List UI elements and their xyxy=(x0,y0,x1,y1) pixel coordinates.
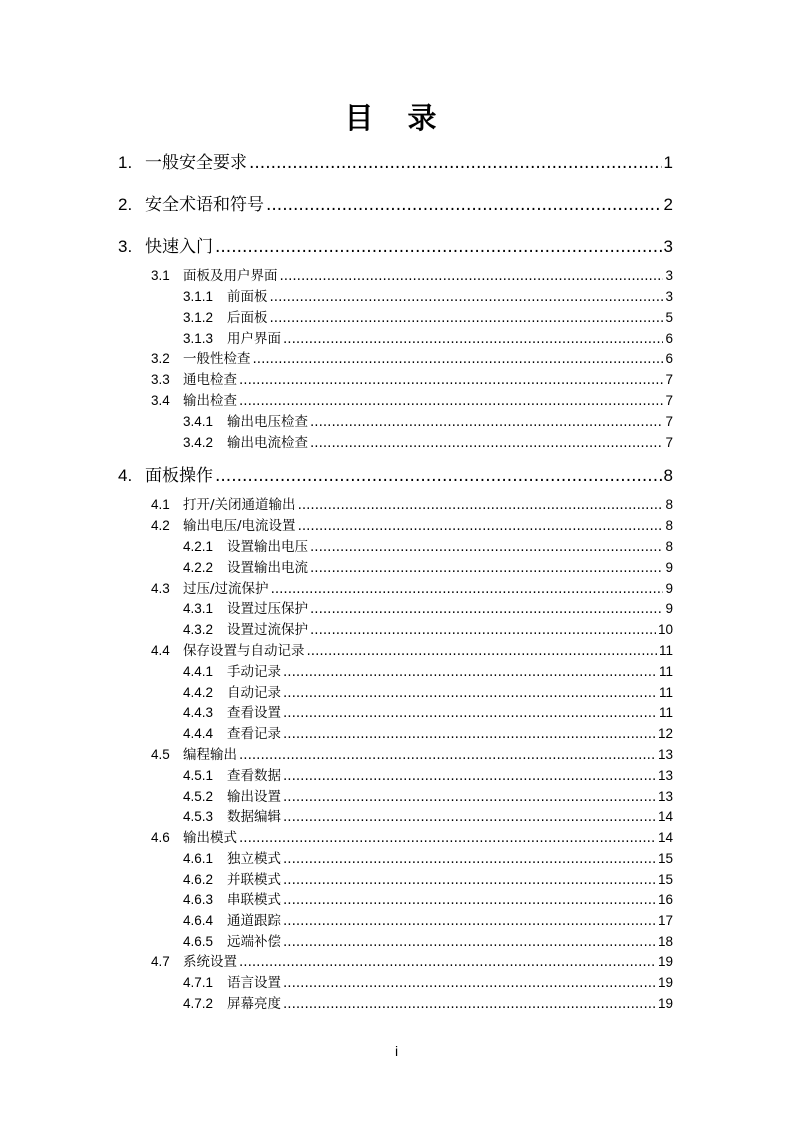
toc-dot-leader xyxy=(283,664,657,680)
toc-entry-title: 设置输出电流 xyxy=(227,560,308,576)
toc-entry-number: 3. xyxy=(118,237,133,256)
toc-entry-number: 3.2 xyxy=(151,351,170,366)
toc-entry-number: 4.6 xyxy=(151,830,170,845)
toc-entry-level3[interactable] xyxy=(183,660,673,680)
toc-entry-title: 串联模式 xyxy=(227,892,281,908)
toc-dot-leader xyxy=(310,414,663,430)
toc-entry-number: 3.1 xyxy=(151,268,170,283)
toc-entry-number: 4.6.5 xyxy=(183,934,214,949)
toc-entry-number: 4.6.4 xyxy=(183,913,214,928)
toc-entry-page: 19 xyxy=(657,975,673,990)
toc-entry-page: 12 xyxy=(657,726,673,741)
toc-entry-level2[interactable] xyxy=(151,493,673,513)
toc-dot-leader xyxy=(283,913,656,929)
toc-dot-leader xyxy=(310,435,663,451)
toc-entry-page: 6 xyxy=(665,331,673,346)
toc-entry-number: 4.6.1 xyxy=(183,851,214,866)
toc-entry-page: 11 xyxy=(658,705,673,720)
toc-dot-leader xyxy=(283,705,657,721)
toc-dot-leader xyxy=(215,466,662,486)
toc-entry-level3[interactable] xyxy=(183,597,673,617)
toc-entry-title: 并联模式 xyxy=(227,872,281,888)
toc-dot-leader xyxy=(270,310,664,326)
toc-entry-number: 4. xyxy=(118,466,133,485)
toc-entry-page: 13 xyxy=(657,768,673,783)
toc-entry-page: 8 xyxy=(665,518,673,533)
toc-entry-title: 输出检查 xyxy=(183,393,237,409)
toc-entry-page: 8 xyxy=(665,539,673,554)
toc-entry-title: 独立模式 xyxy=(227,851,281,867)
toc-entry-page: 8 xyxy=(665,497,673,512)
toc-entry-title: 屏幕亮度 xyxy=(227,996,281,1012)
toc-entry-number: 4.3.2 xyxy=(183,622,214,637)
toc-entry-number: 4.7 xyxy=(151,954,170,969)
toc-entry-title: 系统设置 xyxy=(183,954,237,970)
toc-dot-leader xyxy=(215,237,662,257)
toc-entry-title: 输出电压检查 xyxy=(227,414,308,430)
toc-entry-page: 8 xyxy=(663,466,673,485)
toc-entry-level2[interactable] xyxy=(151,514,673,534)
toc-entry-title: 输出设置 xyxy=(227,789,281,805)
toc-entry-title: 通道跟踪 xyxy=(227,913,281,929)
toc-dot-leader xyxy=(307,643,657,659)
toc-entry-page: 1 xyxy=(663,153,673,172)
toc-entry-level3[interactable] xyxy=(183,556,673,576)
toc-dot-leader xyxy=(266,195,662,215)
toc-entry-number: 3.4.1 xyxy=(183,414,214,429)
toc-dot-leader xyxy=(310,601,663,617)
toc-entry-title: 面板及用户界面 xyxy=(183,268,278,284)
toc-entry-level3[interactable] xyxy=(183,285,673,305)
toc-entry-page: 3 xyxy=(665,268,673,283)
toc-entry-page: 16 xyxy=(657,892,673,907)
toc-entry-title: 编程输出 xyxy=(183,747,237,763)
toc-dot-leader xyxy=(271,581,664,597)
toc-entry-level3[interactable] xyxy=(183,764,673,784)
toc-entry-page: 14 xyxy=(657,809,673,824)
toc-entry-level2[interactable] xyxy=(151,577,673,597)
toc-dot-leader xyxy=(283,726,656,742)
toc-entry-title: 查看设置 xyxy=(227,705,281,721)
toc-dot-leader xyxy=(283,809,656,825)
toc-entry-level2[interactable] xyxy=(151,826,673,846)
toc-dot-leader xyxy=(239,954,656,970)
toc-dot-leader xyxy=(283,996,656,1012)
toc-entry-level2[interactable] xyxy=(151,347,673,367)
toc-entry-title: 自动记录 xyxy=(227,685,281,701)
toc-dot-leader xyxy=(239,393,663,409)
toc-entry-page: 19 xyxy=(657,996,673,1011)
toc-entry-level2[interactable] xyxy=(151,389,673,409)
toc-entry-page: 2 xyxy=(663,195,673,214)
toc-entry-page: 7 xyxy=(665,414,673,429)
toc-entry-number: 4.4.4 xyxy=(183,726,214,741)
toc-entry-page: 13 xyxy=(657,747,673,762)
toc-entry-page: 6 xyxy=(665,351,673,366)
toc-entry-level3[interactable] xyxy=(183,701,673,721)
toc-dot-leader xyxy=(283,685,657,701)
toc-dot-leader xyxy=(239,830,656,846)
toc-entry-level3[interactable] xyxy=(183,431,673,451)
toc-entry-number: 4.3.1 xyxy=(183,601,214,616)
toc-dot-leader xyxy=(283,789,656,805)
toc-entry-number: 4.2.1 xyxy=(183,539,214,554)
toc-entry-page: 11 xyxy=(658,643,673,658)
toc-dot-leader xyxy=(310,539,663,555)
toc-entry-title: 设置过流保护 xyxy=(227,622,308,638)
toc-entry-title: 后面板 xyxy=(227,310,268,326)
toc-entry-level1[interactable] xyxy=(118,461,673,486)
toc-entry-title: 远端补偿 xyxy=(227,934,281,950)
toc-entry-number: 4.4.1 xyxy=(183,664,214,679)
toc-entry-level3[interactable] xyxy=(183,410,673,430)
toc-dot-leader xyxy=(283,331,663,347)
toc-entry-number: 4.3 xyxy=(151,581,170,596)
toc-entry-number: 4.7.2 xyxy=(183,996,214,1011)
toc-entry-level3[interactable] xyxy=(183,992,673,1012)
toc-entry-title: 面板操作 xyxy=(145,466,213,486)
toc-entry-number: 2. xyxy=(118,195,133,214)
toc-entry-number: 4.5 xyxy=(151,747,170,762)
toc-entry-title: 输出模式 xyxy=(183,830,237,846)
toc-entry-number: 4.7.1 xyxy=(183,975,214,990)
toc-dot-leader xyxy=(249,153,662,173)
toc-entry-page: 7 xyxy=(665,372,673,387)
toc-entry-level3[interactable] xyxy=(183,722,673,742)
toc-entry-title: 安全术语和符号 xyxy=(145,195,264,215)
toc-entry-title: 查看记录 xyxy=(227,726,281,742)
toc-entry-page: 3 xyxy=(663,237,673,256)
footer-page-number: i xyxy=(394,1043,399,1059)
toc-entry-title: 打开/关闭通道输出 xyxy=(183,497,296,513)
toc-entry-page: 3 xyxy=(665,289,673,304)
toc-entry-level3[interactable] xyxy=(183,971,673,991)
toc-entry-page: 10 xyxy=(657,622,673,637)
toc-entry-page: 9 xyxy=(665,560,673,575)
toc-entry-level3[interactable] xyxy=(183,847,673,867)
toc-entry-number: 3.1.3 xyxy=(183,331,214,346)
toc-dot-leader xyxy=(253,351,664,367)
toc-dot-leader xyxy=(283,975,656,991)
toc-entry-number: 3.1.2 xyxy=(183,310,214,325)
toc-dot-leader xyxy=(283,934,656,950)
toc-dot-leader xyxy=(283,872,656,888)
toc-entry-page: 15 xyxy=(657,851,673,866)
toc-dot-leader xyxy=(270,289,664,305)
toc-entry-level3[interactable] xyxy=(183,681,673,701)
toc-entry-level3[interactable] xyxy=(183,805,673,825)
toc-entry-number: 4.5.3 xyxy=(183,809,214,824)
toc-entry-level3[interactable] xyxy=(183,930,673,950)
toc-entry-title: 通电检查 xyxy=(183,372,237,388)
toc-entry-page: 5 xyxy=(665,310,673,325)
toc-entry-number: 4.4.2 xyxy=(183,685,214,700)
toc-entry-title: 语言设置 xyxy=(227,975,281,991)
toc-entry-title: 设置过压保护 xyxy=(227,601,308,617)
toc-dot-leader xyxy=(239,747,656,763)
toc-entry-page: 9 xyxy=(665,601,673,616)
page-title: 目 录 xyxy=(344,101,449,135)
toc-dot-leader xyxy=(310,560,663,576)
toc-entry-number: 3.1.1 xyxy=(183,289,214,304)
toc-entry-title: 快速入门 xyxy=(145,237,213,257)
toc-entry-page: 15 xyxy=(657,872,673,887)
toc-dot-leader xyxy=(239,372,663,388)
toc-entry-title: 数据编辑 xyxy=(227,809,281,825)
toc-entry-page: 17 xyxy=(657,913,673,928)
toc-entry-title: 过压/过流保护 xyxy=(183,581,269,597)
toc-entry-page: 18 xyxy=(657,934,673,949)
toc-entry-title: 用户界面 xyxy=(227,331,281,347)
toc-entry-number: 4.2.2 xyxy=(183,560,214,575)
toc-entry-number: 4.5.2 xyxy=(183,789,214,804)
toc-entry-level1[interactable] xyxy=(118,190,673,215)
toc-entry-page: 11 xyxy=(658,664,673,679)
toc-entry-number: 3.4.2 xyxy=(183,435,214,450)
toc-entry-number: 1. xyxy=(118,153,133,172)
toc-entry-number: 4.4 xyxy=(151,643,170,658)
toc-entry-title: 手动记录 xyxy=(227,664,281,680)
toc-entry-level2[interactable] xyxy=(151,639,673,659)
toc-dot-leader xyxy=(310,622,656,638)
toc-entry-title: 输出电流检查 xyxy=(227,435,308,451)
toc-entry-number: 4.4.3 xyxy=(183,705,214,720)
toc-entry-page: 7 xyxy=(665,435,673,450)
toc-entry-level3[interactable] xyxy=(183,306,673,326)
toc-dot-leader xyxy=(283,892,656,908)
toc-entry-level3[interactable] xyxy=(183,618,673,638)
toc-entry-title: 输出电压/电流设置 xyxy=(183,518,296,534)
toc-entry-level1[interactable] xyxy=(118,232,673,257)
toc-entry-level1[interactable] xyxy=(118,148,673,173)
toc-dot-leader xyxy=(298,518,664,534)
toc-entry-page: 13 xyxy=(657,789,673,804)
toc-entry-level2[interactable] xyxy=(151,368,673,388)
toc-dot-leader xyxy=(283,768,656,784)
toc-entry-title: 查看数据 xyxy=(227,768,281,784)
toc-entry-level3[interactable] xyxy=(183,327,673,347)
toc-entry-title: 保存设置与自动记录 xyxy=(183,643,305,659)
toc-entry-title: 设置输出电压 xyxy=(227,539,308,555)
toc-entry-level3[interactable] xyxy=(183,535,673,555)
toc-entry-number: 4.6.3 xyxy=(183,892,214,907)
toc-entry-level3[interactable] xyxy=(183,868,673,888)
toc-entry-number: 4.1 xyxy=(151,497,170,512)
toc-dot-leader xyxy=(298,497,664,513)
toc-entry-level3[interactable] xyxy=(183,888,673,908)
toc-entry-number: 4.5.1 xyxy=(183,768,214,783)
toc-entry-number: 4.6.2 xyxy=(183,872,214,887)
toc-entry-title: 一般性检查 xyxy=(183,351,251,367)
toc-entry-level2[interactable] xyxy=(151,950,673,970)
toc-entry-level3[interactable] xyxy=(183,909,673,929)
toc-entry-level2[interactable] xyxy=(151,743,673,763)
toc-entry-number: 3.3 xyxy=(151,372,170,387)
toc-entry-number: 3.4 xyxy=(151,393,170,408)
toc-entry-number: 4.2 xyxy=(151,518,170,533)
toc-entry-page: 14 xyxy=(657,830,673,845)
toc-entry-level2[interactable] xyxy=(151,264,673,284)
toc-entry-page: 9 xyxy=(665,581,673,596)
toc-entry-level3[interactable] xyxy=(183,785,673,805)
toc-entry-page: 11 xyxy=(658,685,673,700)
toc-dot-leader xyxy=(280,268,664,284)
toc-entry-title: 一般安全要求 xyxy=(145,153,247,173)
toc-entry-page: 7 xyxy=(665,393,673,408)
toc-dot-leader xyxy=(283,851,656,867)
toc-entry-title: 前面板 xyxy=(227,289,268,305)
toc-entry-page: 19 xyxy=(657,954,673,969)
